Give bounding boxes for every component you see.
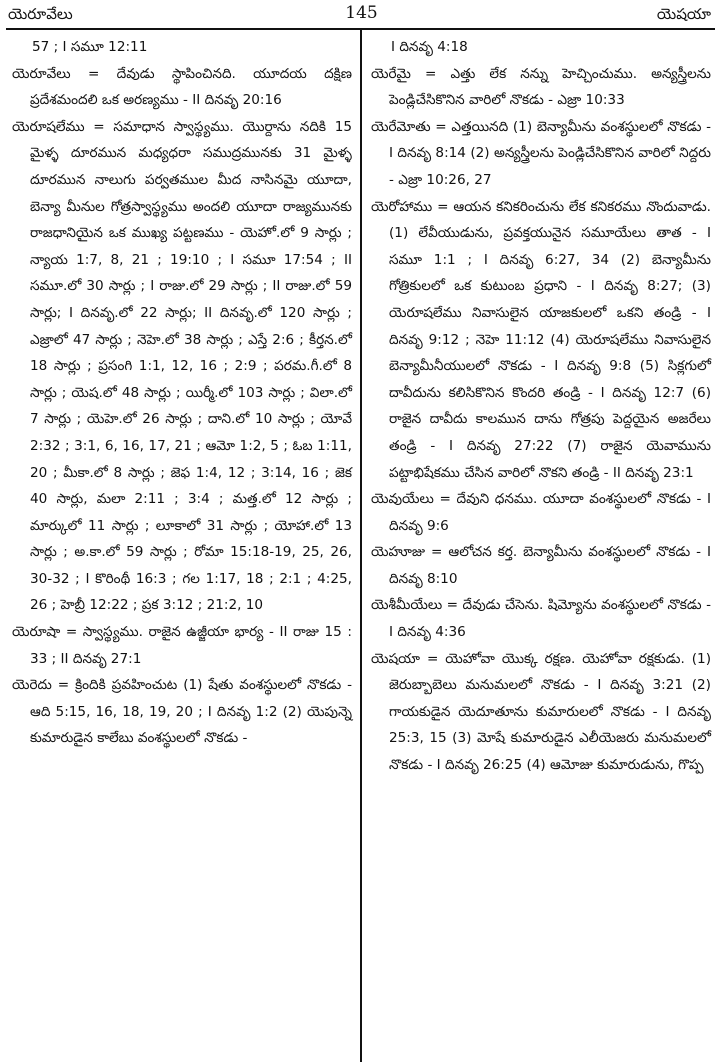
entry-text: = సమాధాన స్వాస్థ్యము. యొర్దాను నదికి 15 మైళ్ళ దూరమున మధ్యధరా సముద్రమునకు 31 మైళ్ళ దూరమున నాలుగు పర్వతముల మీద నాసినమై యూదా, బెన్యా మీనుల గోత్రస్వాస్థ్యము అందలి యూదా రాజ్యమునకు రాజధానియైన ఒక ముఖ్య పట్టణము - యెహో.లో 9 సార్లు ; న్యాయ 1:7, 8, 21 ; 19:10 ; I సమూ 17:54 ; II సమూ.లో 30 సార్లు ; I రాజు.లో 29 సార్లు ; II రాజు.లో 59 సార్లు; I దినవృ.లో 22 సార్లు; II దినవృ.లో 120 సార్లు ; ఎజ్రాలో 47 సార్లు ; నెహె.లో 38 సార్లు ; ఎస్తే 2:6 ; కీర్తన.లో 18 సార్లు ; ప్రసంగి 1:1, 12, 16 ; 2:9 ; పరమ.గీ.లో 8 సార్లు ; యెష.లో 48 సార్లు ; యిర్మీ.లో 103 సార్లు ; విలా.లో 7 సార్లు ; యెహె.లో 26 సార్లు ; దాని.లో 10 సార్లు ; యోవే 2:32 ; 3:1, 6, 16, 17, 21 ; ఆమో 1:2, 5 ; ఓబ 1:11, 20 ; మీకా.లో 8 సార్లు ; జెఫ 1:4, 12 ; 3:14, 16 ; జెక 40 సార్లు, మలా 2:11 ; 3:4 ; మత్త.లో 12 సార్లు ; మార్కులో 11 సార్లు ; లూకాలో 31 సార్లు ; యోహా.లో 13 సార్లు ; అ.కా.లో 59 సార్లు ; రోమా 15:18-19, 25, 26, 30-32 ; I కొరింథీ 16:3 ; గల 1:17, 18 ; 2:1 ; 4:25, 26 ; హెబ్రీ 12:22 ; ప్రక 3:12 ; 21:2, 10 <box>30 118 352 614</box>
dictionary-entry <box>371 592 711 645</box>
entry-text: = ఎత్తయినది (1) బెన్యామీను వంశస్థులలో నొకడు - I దినవృ 8:14 (2) అన్యస్త్రీలను పెండ్లిచేసికొనిన వారిలో నిద్దరు - ఎజ్రా 10:26, 27 <box>389 118 711 188</box>
entry-text: = ఎత్తు లేక నన్ను హెచ్చించుము. అన్యస్త్రీలను పెండ్లిచేసికొనిన వారిలో నొకడు - ఎజ్రా 10:33 <box>389 65 711 109</box>
entry-headword: యెహూజు <box>371 544 426 561</box>
dictionary-entry <box>371 486 711 539</box>
dictionary-entry <box>371 114 711 194</box>
entry-text: = ఆలోచన కర్త. బెన్యామీను వంశస్థులలో నొకడు - I దినవృ 8:10 <box>389 544 711 587</box>
entry-headword: యెరేమోతు <box>371 118 431 135</box>
page-header <box>0 0 723 30</box>
entry-headword: యెరేమై <box>371 65 411 82</box>
right-column <box>371 34 711 779</box>
entry-text: = ఆయన కనికరించును లేక కనికరము నొందువాడు. (1) లేవీయుడును, ప్రవక్తయునైన సమూయేలు తాత - I సమూ 1:1 ; I దినవృ 6:27, 34 (2) బెన్యామీను గోత్రికులలో ఒక కుటుంబ ప్రధాని - I దినవృ 8:27; (3) యెరూషలేము నివాసులైన యాజకులలో ఒకని తండ్రి - I దినవృ 9:12 ; నెహె 11:12 (4) యెరూషలేము నివాసులైన బెన్యామీనీయులలో నొకడు - I దినవృ 9:8 (5) సిక్లగులో దావీదును కలిసికొనిన కొందరి తండ్రి - I దినవృ 12:7 (6) రాజైన దావీదు కాలమున దాను గోత్రపు పెద్దయైన అజరేలు తండ్రి - I దినవృ 27:22 (7) రాజైన యెవామును పట్టాభిషేకము చేసిన వారిలో నొకని తండ్రి - II దినవృ 23:1 <box>389 198 712 481</box>
entry-text: = దేవుడు చేసెను. షిమ్యోను వంశస్థులలో నొకడు - I దినవృ 4:36 <box>389 597 711 641</box>
continuation-text: 57 ; I సమూ 12:11 <box>32 39 148 55</box>
entry-headword: యెరూవేలు <box>12 65 71 82</box>
dictionary-entry <box>12 114 352 619</box>
column-divider <box>360 30 362 1062</box>
dictionary-entry <box>12 61 352 114</box>
entry-headword: యెవుయేలు <box>371 491 434 508</box>
entry-text: = దేవుని ధనము. యూదా వంశస్థులలో నొకడు - I దినవృ 9:6 <box>389 491 711 534</box>
entry-headword: యెరూషా <box>12 624 61 641</box>
entry-text: = యెహోవా యొక్క రక్షణ. యెహోవా రక్షకుడు. (1) జెరుబ్బాబెలు మనుమలలో నొకడు - I దినవృ 3:21 (2) గాయకుడైన యెదూతూను కుమారులలో నొకడు - I దినవృ 25:3, 15 (3) మోషే కుమారుడైన ఎలీయెజరు మనుమలలో నొకడు - I దినవృ 26:25 (4) ఆమోజు కుమారుడును, గొప్ప <box>389 650 711 774</box>
entry-text: = దేవుడు స్థాపించినది. యూదయ దక్షిణ ప్రదేశమందలి ఒక అరణ్యము - II దినవృ 20:16 <box>30 65 352 109</box>
entry-text: = క్రిందికి ప్రవహించుట (1) షేతు వంశస్థులలో నొకడు - ఆది 5:15, 16, 18, 19, 20 ; I దినవృ 1:2 (2) యెపున్నె కుమారుడైన కాలేబు వంశస్థులలో నొకడు - <box>30 677 353 747</box>
dictionary-entry <box>12 672 352 752</box>
dictionary-entry <box>371 539 711 592</box>
entry-headword: యెషయా <box>371 650 421 667</box>
entry-headword: యెరోహాము <box>371 198 433 215</box>
dictionary-entry <box>371 61 711 114</box>
page-number: 145 <box>345 3 378 23</box>
entry-headword: యెరూషలేము <box>12 118 85 135</box>
dictionary-entry <box>12 619 352 672</box>
entry-headword: యెరెదు <box>12 677 52 694</box>
continuation-text: I దినవృ 4:18 <box>391 39 468 55</box>
dictionary-entry <box>371 194 711 487</box>
running-head-right: యెషయా <box>656 5 711 23</box>
running-head-left: యెరూవేలు <box>8 5 73 23</box>
left-column <box>12 34 352 752</box>
entry-headword: యెశీమీయేలు <box>371 597 443 614</box>
entry-text: = స్వాస్థ్యము. రాజైన ఉజ్జీయా భార్య - II రాజు 15 : 33 ; II దినవృ 27:1 <box>30 624 352 667</box>
dictionary-entry <box>371 646 711 779</box>
